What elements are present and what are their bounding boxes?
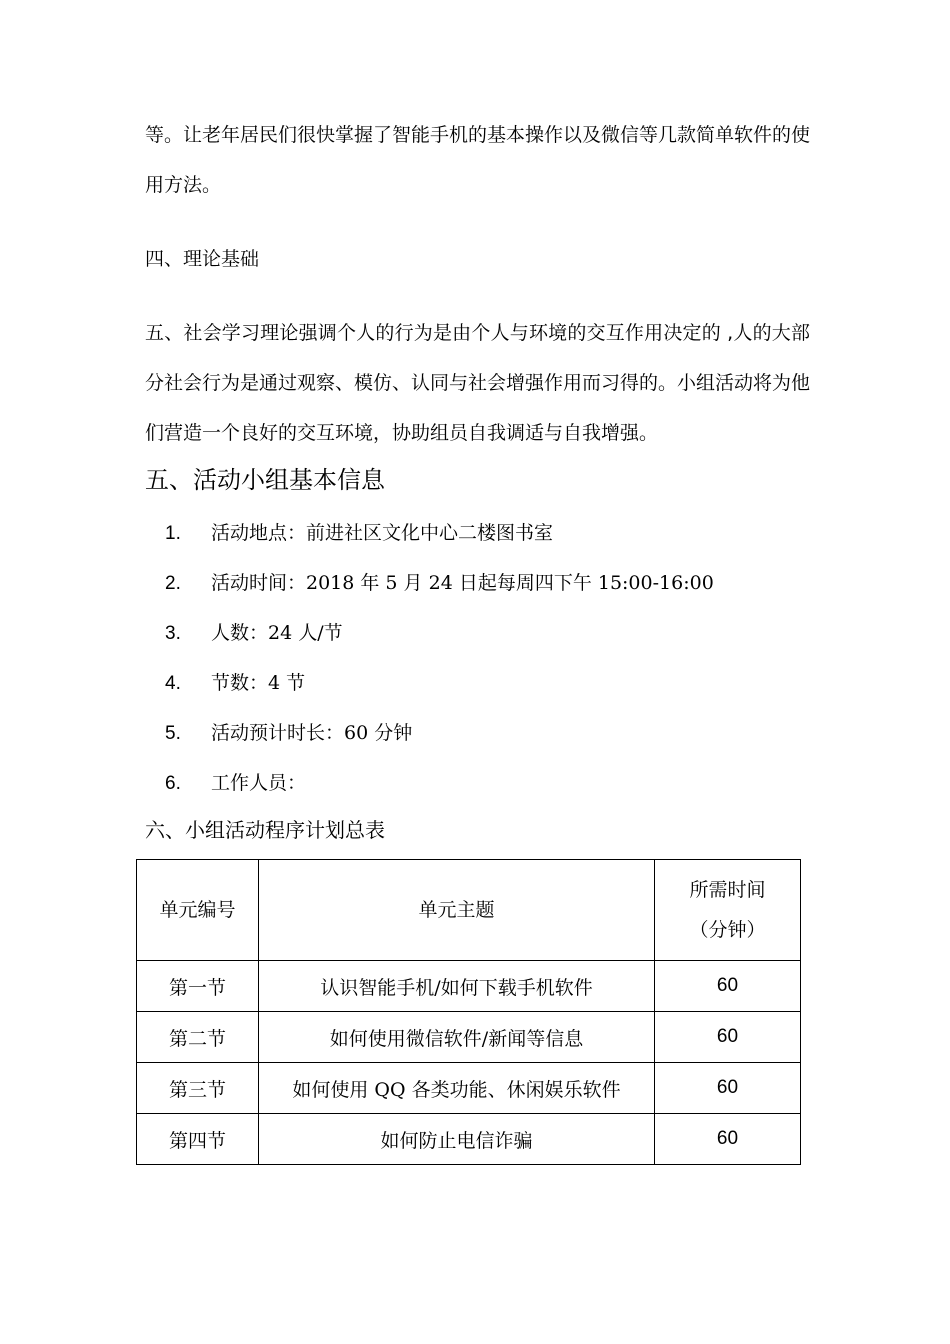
header-time (655, 860, 801, 961)
header-unit-no: 单元编号 (137, 860, 259, 961)
list-item-number: 2. (165, 573, 181, 594)
table-row (137, 1063, 801, 1114)
list-item-number: 5. (165, 723, 181, 744)
list-item (165, 708, 714, 758)
list-item-number: 3. (165, 623, 181, 644)
list-item (165, 608, 714, 658)
list-item-text: 节数：4 节 (211, 672, 306, 694)
list-item-text: 工作人员： (211, 772, 307, 794)
section-title-basic-info: 五、活动小组基本信息 (145, 466, 385, 494)
table-row (137, 961, 801, 1012)
header-time-line1: 所需时间 (689, 879, 766, 901)
cell-topic: 认识智能手机/如何下载手机软件 (259, 961, 655, 1012)
list-item (165, 658, 714, 708)
list-item (165, 558, 714, 608)
cell-minutes: 60 (655, 1012, 801, 1063)
list-item-number: 6. (165, 773, 181, 794)
list-item-number: 4. (165, 673, 181, 694)
section-heading-theory: 四、理论基础 (145, 248, 260, 270)
list-item-text: 活动时间：2018 年 5 月 24 日起每周四下午 15:00-16:00 (211, 572, 714, 594)
list-item (165, 508, 714, 558)
cell-topic: 如何使用微信软件/新闻等信息 (259, 1012, 655, 1063)
cell-unit: 第三节 (137, 1063, 259, 1114)
cell-minutes: 60 (655, 1114, 801, 1165)
paragraph-intro: 等。让老年居民们很快掌握了智能手机的基本操作以及微信等几款简单软件的使用方法。 (145, 124, 811, 196)
list-item-text: 活动地点：前进社区文化中心二楼图书室 (211, 522, 554, 544)
basic-info-list (165, 508, 714, 808)
schedule-table (136, 859, 801, 1165)
header-unit-topic: 单元主题 (259, 860, 655, 961)
section-title-schedule: 六、小组活动程序计划总表 (145, 818, 385, 842)
list-item (165, 758, 714, 808)
paragraph-social-learning: 五、社会学习理论强调个人的行为是由个人与环境的交互作用决定的 ,人的大部分社会行为是通过观察、模仿、认同与社会增强作用而习得的。小组活动将为他们营造一个良好的交互环境，协助组员自我调适与自我增强。 (145, 322, 811, 444)
table-header-row (137, 860, 801, 961)
header-time-line2: （分钟） (689, 919, 766, 941)
list-item-text: 活动预计时长：60 分钟 (211, 722, 413, 744)
table-row (137, 1114, 801, 1165)
cell-topic: 如何使用 QQ 各类功能、休闲娱乐软件 (259, 1063, 655, 1114)
cell-topic: 如何防止电信诈骗 (259, 1114, 655, 1165)
list-item-text: 人数：24 人/节 (211, 622, 343, 644)
cell-minutes: 60 (655, 961, 801, 1012)
cell-unit: 第一节 (137, 961, 259, 1012)
table-row (137, 1012, 801, 1063)
cell-minutes: 60 (655, 1063, 801, 1114)
cell-unit: 第四节 (137, 1114, 259, 1165)
cell-unit: 第二节 (137, 1012, 259, 1063)
list-item-number: 1. (165, 523, 181, 544)
